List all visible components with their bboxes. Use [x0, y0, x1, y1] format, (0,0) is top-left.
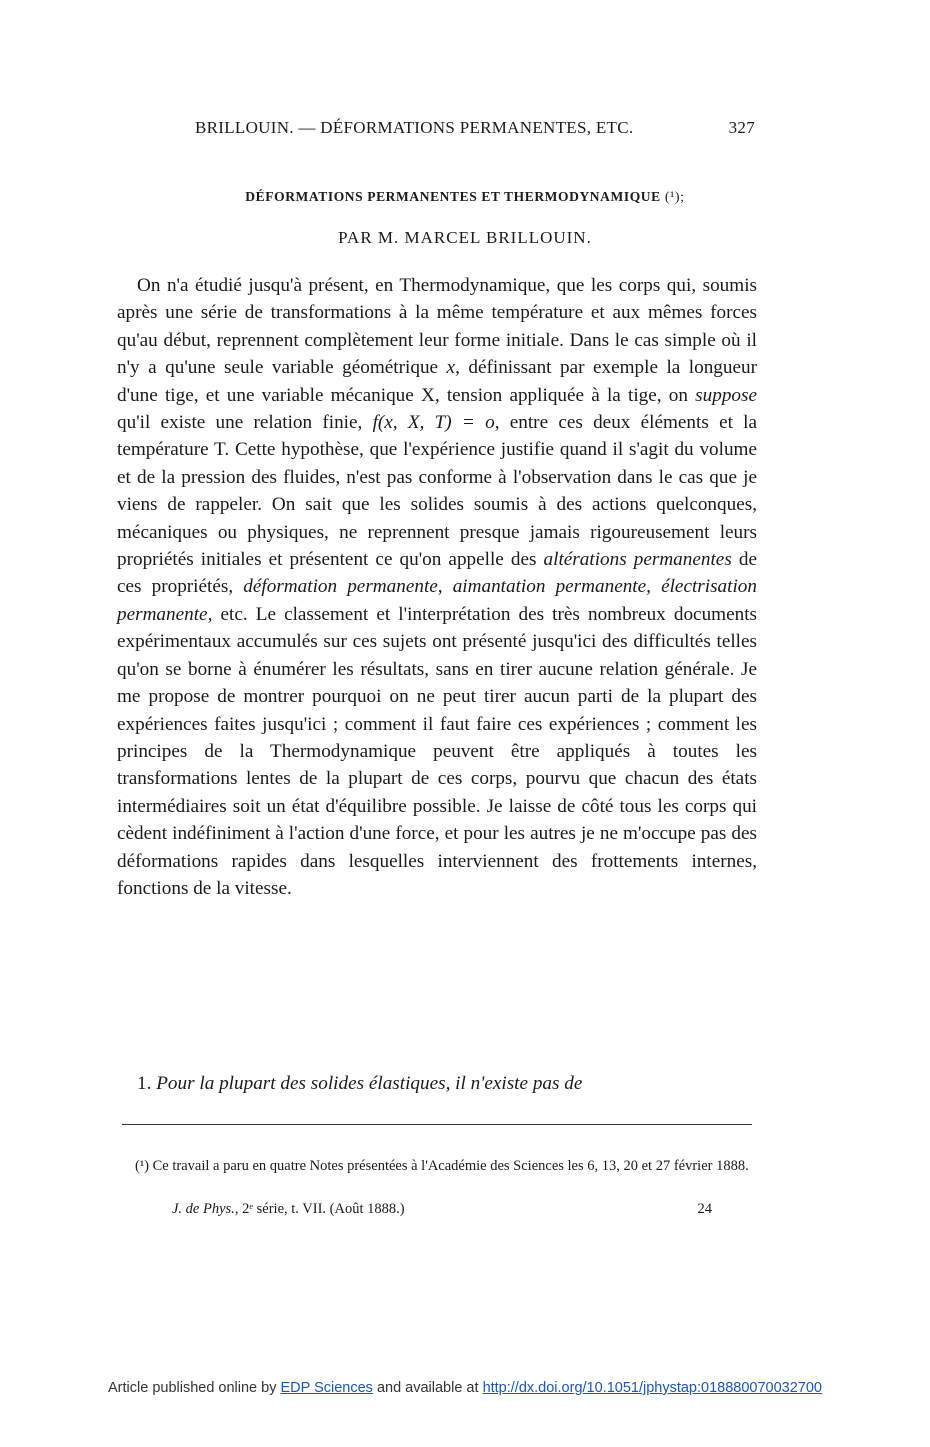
footnote	[117, 1156, 759, 1177]
running-head-title: BRILLOUIN. — DÉFORMATIONS PERMANENTES, ETC.	[195, 118, 634, 137]
publisher-middle: and available at	[372, 1380, 483, 1396]
footnote-divider	[122, 1124, 752, 1125]
byline: PAR M. MARCEL BRILLOUIN.	[338, 228, 592, 247]
body-text-c: qu'il existe une relation finie,	[117, 412, 373, 434]
journal-series: , 2ᵉ série, t. VII. (Août 1888.)	[234, 1201, 405, 1217]
journal-reference	[172, 1201, 712, 1218]
variable-x: x	[446, 357, 456, 379]
signature-mark: 24	[697, 1201, 712, 1217]
doi-link[interactable]: http://dx.doi.org/10.1051/jphystap:018880070032700	[482, 1380, 822, 1396]
emphasis-deformation: déformation permanente, aimantation permanente, électrisation permanente,	[117, 576, 757, 625]
section-number: 1.	[137, 1073, 152, 1094]
emphasis-alterations: altérations permanentes	[543, 549, 732, 571]
body-text-e: de ces propriétés,	[117, 549, 757, 598]
title-footnote-ref: (¹);	[660, 190, 685, 205]
body-text-d: , entre ces deux éléments et la température T. Cette hypothèse, que l'expérience justifie quand il s'agit du volume et de la pression des fluides, n'est pas conforme à l'observation dans le cas que je viens de rappeler. On sait que les solides soumis à des actions quelconques, mécaniques ou physiques, ne reprennent presque jamais rigoureusement leurs propriétés initiales et présentent ce qu'on appelle des	[117, 412, 758, 571]
page-number: 327	[728, 118, 755, 137]
publisher-prefix: Article published online by	[108, 1380, 281, 1396]
section-heading	[137, 1070, 757, 1097]
emphasis-suppose: suppose	[695, 384, 757, 406]
section-text: Pour la plupart des solides élastiques, il n'existe pas de	[156, 1073, 583, 1094]
body-text-a: On n'a étudié jusqu'à présent, en Thermodynamique, que les corps qui, soumis après une série de transformations à la même température et aux mêmes forces qu'au début, reprennent complètement leur forme initiale. Dans le cas simple où il n'y a qu'une seule variable géométrique	[117, 275, 757, 379]
footnote-marker: (¹)	[135, 1158, 150, 1174]
footnote-text: Ce travail a paru en quatre Notes présentées à l'Académie des Sciences les 6, 13, 20 et 27 février 1888.	[149, 1158, 749, 1174]
body-paragraph	[117, 272, 757, 902]
publisher-link[interactable]: EDP Sciences	[280, 1380, 373, 1396]
article-title-text: DÉFORMATIONS PERMANENTES ET THERMODYNAMIQUE	[245, 189, 661, 204]
article-title	[0, 189, 930, 206]
body-text-f: etc. Le classement et l'interprétation des très nombreux documents expérimentaux accumulés sur ces sujets ont présenté jusqu'ici des difficultés telles qu'on se borne à énumérer les résultats, sans en tirer aucune relation générale. Je me propose de montrer pourquoi on ne peut tirer aucun parti de la plupart des expériences faites jusqu'ici ; comment il faut faire ces expériences ; comment les principes de la Thermodynamique peuvent être appliqués à toutes les transformations lentes de la plupart de ces corps, pourvu que chacun des états intermédiaires soit un état d'équilibre possible. Je laisse de côté tous les corps qui cèdent indéfiniment à l'action d'une force, et pour les autres je ne m'occupe pas des déformations rapides dans lesquelles interviennent des frottements internes, fonctions de la vitesse.	[117, 603, 757, 899]
body-text-b: , définissant par exemple la longueur d'une tige, et une variable mécanique X, tension appliquée à la tige, on	[117, 357, 757, 406]
formula: f(x, X, T) = o	[372, 412, 495, 434]
publisher-notice	[0, 1380, 930, 1396]
journal-abbrev: J. de Phys.	[172, 1201, 235, 1217]
